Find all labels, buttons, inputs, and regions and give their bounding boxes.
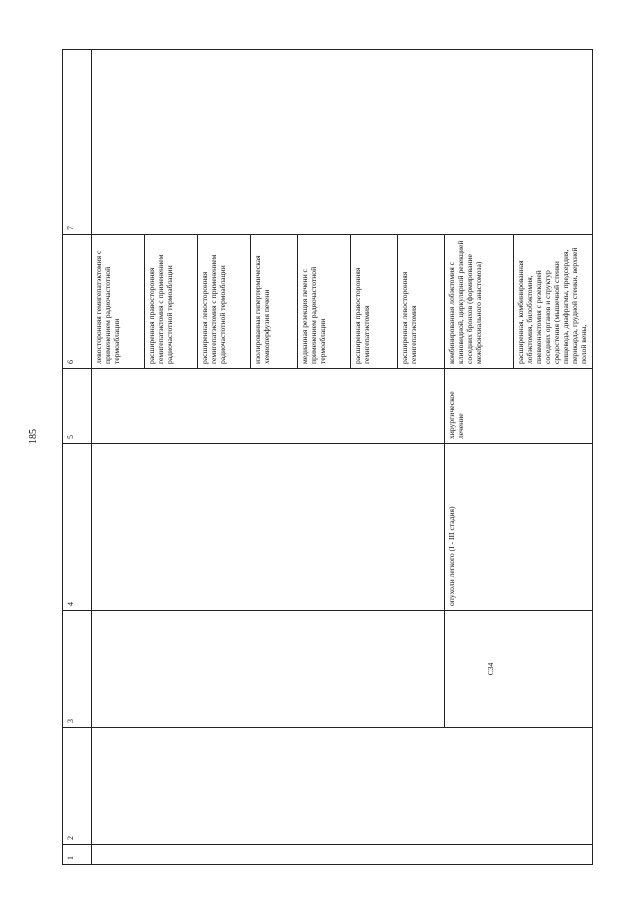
rotated-table-container [62, 50, 588, 865]
header-row [63, 50, 92, 865]
procedure-cell: расширенная левосторонняя гемигепатэктомия с применением радиочастотной термоаблации [198, 235, 251, 369]
procedure-cell: расширенная правосторонняя гемигепатэктомия с применением радиочастотной термоаблации [145, 235, 198, 369]
cell-col7 [92, 50, 593, 235]
column-header-6: 6 [63, 235, 92, 369]
procedure-cell: расширенная левосторонняя гемигепатэктомия [398, 235, 445, 369]
cell-code [445, 611, 593, 728]
procedure-cell: изолированная гипертермическая хемиоперфузия печени [251, 235, 298, 369]
column-header-5: 5 [63, 369, 92, 444]
column-header-2: 2 [63, 728, 92, 845]
cell-col3-empty [92, 611, 445, 728]
procedure-cell: комбинированная лобэктомия с клиновидной, циркулярной резекцией соседних бронхов (формирование межбронхиального анастомоза) [445, 235, 514, 369]
cell-col4-empty [92, 444, 445, 611]
diagnosis-code: C34 [486, 662, 495, 676]
table-row [92, 50, 145, 865]
page-number: 185 [28, 429, 39, 444]
cell-diagnosis: опухоли легкого (I - III стадия) [445, 444, 593, 611]
column-header-4: 4 [63, 444, 92, 611]
procedure-cell: левосторонняя гемигепатэктомия с применением радиочастотной термоаблации [92, 235, 145, 369]
procedure-cell: расширенная, комбинированная лобэктомия, билобэктомия, пневмонэктомия с резекцией соседних органов и структур средостения (мышечной стенки пищевода, диафрагмы, предсердия, перикарда, грудной стенки, верхней полой вены, [514, 235, 593, 369]
cell-col2 [92, 728, 593, 845]
cell-col5-empty [92, 369, 445, 444]
column-header-7: 7 [63, 50, 92, 235]
procedure-cell: медианная резекция печени с применением радиочастотной термоаблации [298, 235, 351, 369]
column-header-3: 3 [63, 611, 92, 728]
medical-procedures-table [62, 49, 593, 865]
cell-treatment: хирургическое лечение [445, 369, 593, 444]
column-header-1: 1 [63, 845, 92, 865]
procedure-cell: расширенная правосторонняя гемигепатэктомия [351, 235, 398, 369]
cell-col1 [92, 845, 593, 865]
